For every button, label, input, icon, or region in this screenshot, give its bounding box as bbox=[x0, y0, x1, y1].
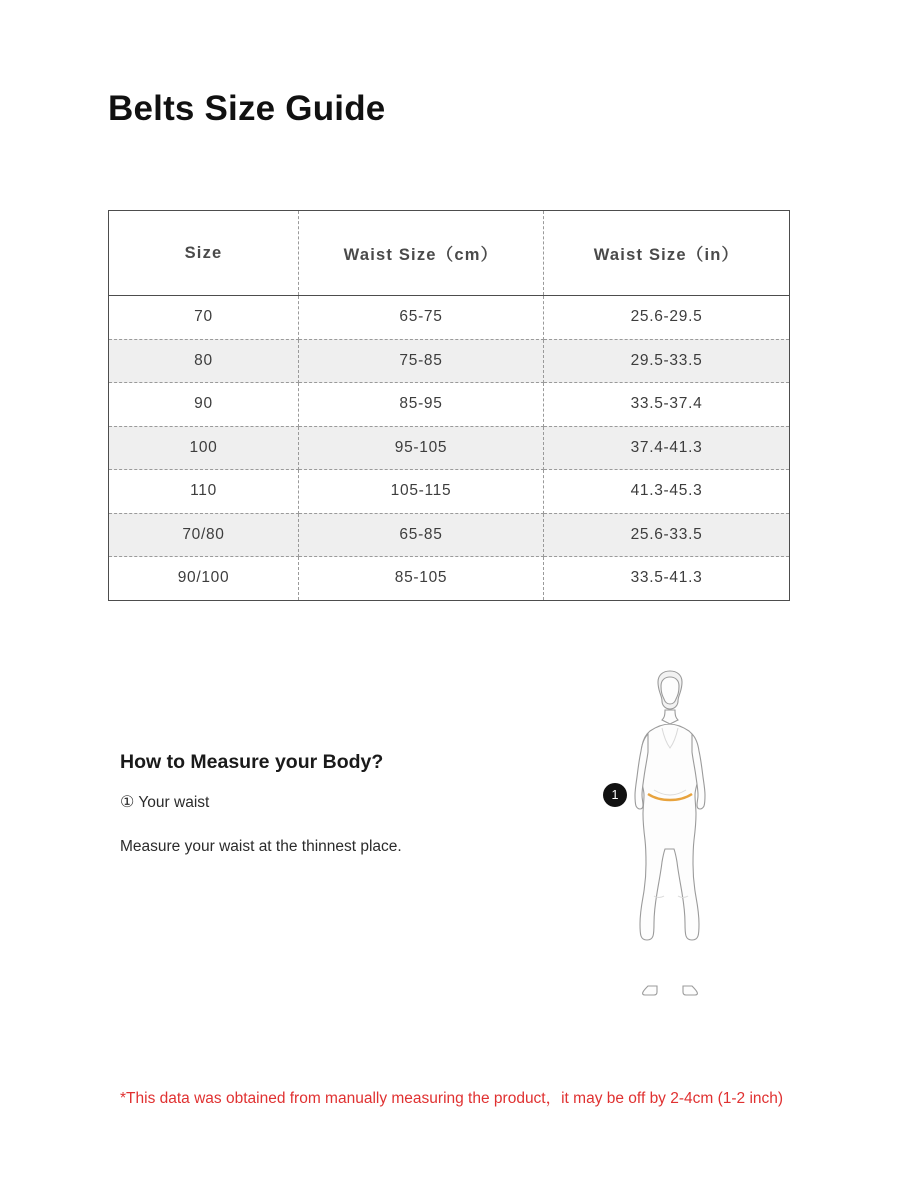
cell-size: 90/100 bbox=[109, 557, 299, 601]
cell-size: 80 bbox=[109, 339, 299, 383]
footnote-disclaimer: *This data was obtained from manually measuring the product，it may be off by 2-4cm (1-2 inch) bbox=[120, 1090, 784, 1107]
table-row bbox=[109, 557, 790, 601]
circled-one-icon: ① bbox=[120, 794, 135, 811]
cell-waist-in: 33.5-37.4 bbox=[544, 383, 790, 427]
body-figure-illustration bbox=[586, 668, 756, 1010]
table-row bbox=[109, 383, 790, 427]
cell-waist-in: 37.4-41.3 bbox=[544, 426, 790, 470]
cell-waist-in: 41.3-45.3 bbox=[544, 470, 790, 514]
measure-section-heading: How to Measure your Body? bbox=[120, 751, 384, 774]
measure-item bbox=[120, 792, 209, 812]
cell-waist-cm: 95-105 bbox=[299, 426, 544, 470]
cell-waist-in: 29.5-33.5 bbox=[544, 339, 790, 383]
table-header-row bbox=[109, 211, 790, 296]
table-row bbox=[109, 339, 790, 383]
measure-item-label: Your waist bbox=[138, 794, 210, 811]
cell-waist-in: 25.6-33.5 bbox=[544, 513, 790, 557]
cell-waist-cm: 65-85 bbox=[299, 513, 544, 557]
cell-size: 70 bbox=[109, 296, 299, 340]
cell-size: 70/80 bbox=[109, 513, 299, 557]
measure-instruction: Measure your waist at the thinnest place. bbox=[120, 838, 402, 855]
table-row bbox=[109, 513, 790, 557]
cell-waist-cm: 85-105 bbox=[299, 557, 544, 601]
table-row bbox=[109, 470, 790, 514]
column-header-size: Size bbox=[109, 211, 299, 296]
page-title: Belts Size Guide bbox=[108, 89, 386, 129]
cell-size: 100 bbox=[109, 426, 299, 470]
cell-waist-in: 33.5-41.3 bbox=[544, 557, 790, 601]
cell-waist-cm: 105-115 bbox=[299, 470, 544, 514]
measure-point-badge-1: 1 bbox=[603, 783, 627, 807]
cell-waist-cm: 65-75 bbox=[299, 296, 544, 340]
column-header-waist-in: Waist Size（in） bbox=[544, 211, 790, 296]
cell-waist-cm: 85-95 bbox=[299, 383, 544, 427]
size-chart-table bbox=[108, 210, 790, 601]
cell-size: 110 bbox=[109, 470, 299, 514]
table-row bbox=[109, 426, 790, 470]
table-row bbox=[109, 296, 790, 340]
column-header-waist-cm: Waist Size（cm） bbox=[299, 211, 544, 296]
cell-size: 90 bbox=[109, 383, 299, 427]
cell-waist-cm: 75-85 bbox=[299, 339, 544, 383]
cell-waist-in: 25.6-29.5 bbox=[544, 296, 790, 340]
